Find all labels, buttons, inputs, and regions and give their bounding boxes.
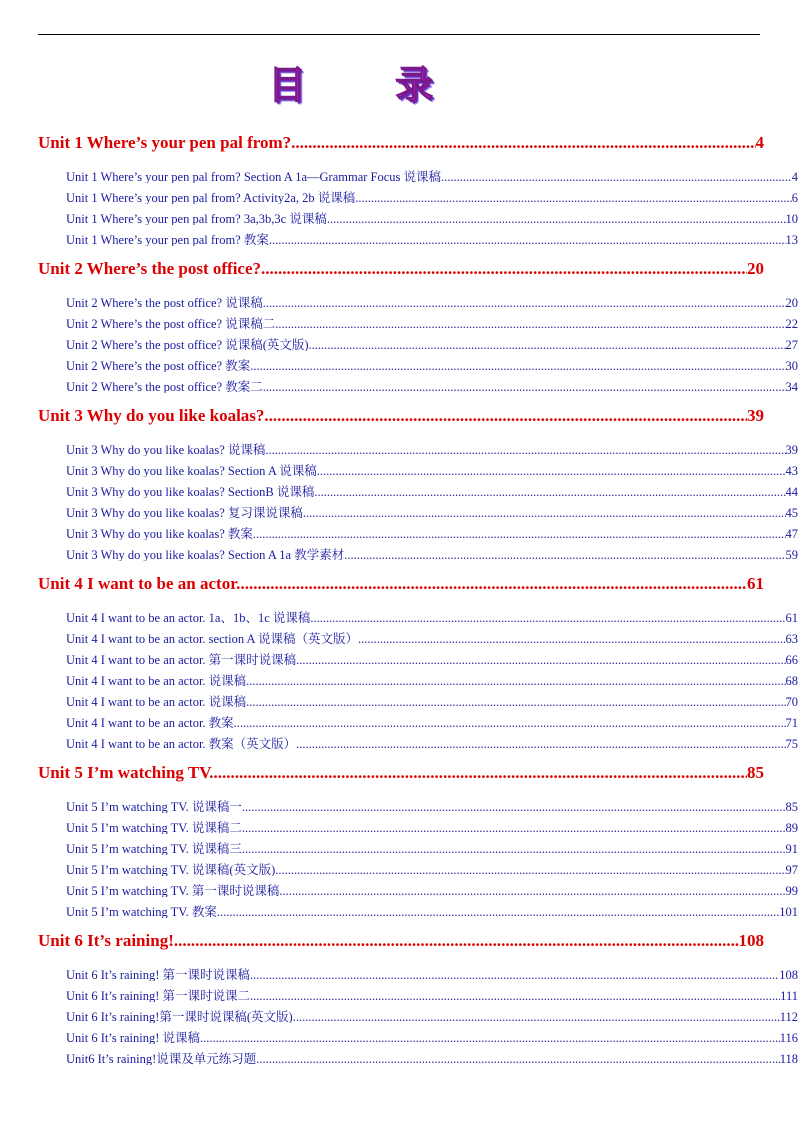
toc-entry-title: Unit 5 I’m watching TV. 说课稿二 [66,821,242,834]
dot-leader [310,611,785,624]
toc-entry-title: Unit 6 It’s raining! 第一课时说课二 [66,989,251,1002]
toc-entry-page: 118 [779,1052,798,1065]
toc-entry-title: Unit 3 Why do you like koalas? 教案 [66,527,253,540]
toc-entry[interactable] [66,839,798,855]
toc-entry-title: Unit 1 Where’s your pen pal from? Section A 1a—Grammar Focus 说课稿 [66,170,442,183]
toc-section[interactable] [38,259,764,281]
dot-leader [242,842,786,855]
toc-entry-page: 13 [785,233,798,246]
toc-entry[interactable] [66,881,798,897]
toc-entry[interactable] [66,503,798,519]
toc-entry-page: 4 [791,170,798,183]
toc-entry[interactable] [66,230,798,246]
toc-entry[interactable] [66,335,798,351]
toc-entry-title: Unit 3 Why do you like koalas? 说课稿 [66,443,266,456]
dot-leader [293,1010,780,1023]
dot-leader [275,317,785,330]
toc-entry-title: Unit 4 I want to be an actor. 1a、1b、1c 说课稿 [66,611,311,624]
toc-entry-title: Unit 2 Where’s the post office? 教案二 [66,380,263,393]
dot-leader [291,133,755,153]
toc-entry-page: 108 [779,968,798,981]
toc-entry[interactable] [66,1028,798,1044]
toc-entry-title: Unit 5 I’m watching TV. 说课稿三 [66,842,242,855]
toc-entry[interactable] [66,986,798,1002]
toc-entry-page: 66 [785,653,798,666]
toc-entry-page: 71 [785,716,798,729]
toc-entry-page: 39 [785,443,798,456]
dot-leader [296,653,785,666]
toc-entry-title: Unit 4 I want to be an actor. 说课稿 [66,674,247,687]
toc-entry-title: Unit 2 Where’s the post office? 教案 [66,359,251,372]
dot-leader [250,989,780,1002]
toc-entry[interactable] [66,440,798,456]
dot-leader [246,674,785,687]
toc-entry-page: 44 [785,485,798,498]
dot-leader [344,548,785,561]
toc-entry[interactable] [66,671,798,687]
toc-section-title: Unit 6 It’s raining! [38,931,174,950]
toc-entry-title: Unit 4 I want to be an actor. 说课稿 [66,695,247,708]
toc-section[interactable] [38,133,764,155]
toc-entry-title: Unit 3 Why do you like koalas? SectionB 说课稿 [66,485,315,498]
toc-entry[interactable] [66,1049,798,1065]
toc-entry-page: 68 [785,674,798,687]
toc-entry-title: Unit 6 It’s raining! 第一课时说课稿 [66,968,251,981]
toc-entry-title: Unit 2 Where’s the post office? 说课稿 [66,296,263,309]
toc-entry-title: Unit 5 I’m watching TV. 教案 [66,905,217,918]
toc-entry-title: Unit 3 Why do you like koalas? Section A 1a 教学素材 [66,548,345,561]
toc-entry-page: 89 [785,821,798,834]
toc-section-page: 108 [738,931,764,950]
top-rule [38,34,760,35]
toc-entry-page: 10 [785,212,798,225]
toc-entry[interactable] [66,608,798,624]
toc-entry-page: 34 [785,380,798,393]
toc-section-page: 85 [747,763,764,782]
toc-entry-page: 75 [785,737,798,750]
toc-section[interactable] [38,763,764,785]
toc-entry-title: Unit 6 It’s raining!第一课时说课稿(英文版) [66,1010,293,1023]
toc-entry-title: Unit 2 Where’s the post office? 说课稿(英文版) [66,338,309,351]
toc-entry[interactable] [66,461,798,477]
toc-entry-page: 63 [785,632,798,645]
toc-entry[interactable] [66,188,798,204]
dot-leader [303,506,786,519]
toc-entry-page: 27 [785,338,798,351]
toc-entry[interactable] [66,293,798,309]
toc-entry-title: Unit 2 Where’s the post office? 说课稿二 [66,317,276,330]
dot-leader [269,233,786,246]
toc-entry-title: Unit 4 I want to be an actor. section A 说课稿（英文版） [66,632,358,645]
dot-leader [264,406,747,426]
toc-entry-page: 101 [779,905,798,918]
toc-entry-title: Unit 5 I’m watching TV. 说课稿一 [66,800,242,813]
toc-entry-page: 43 [785,464,798,477]
dot-leader [234,716,786,729]
dot-leader [253,527,786,540]
dot-leader [263,380,786,393]
toc-entry[interactable] [66,734,798,750]
toc-entry-title: Unit 4 I want to be an actor. 教案（英文版） [66,737,297,750]
dot-leader [279,884,785,897]
toc-entry[interactable] [66,818,798,834]
dot-leader [256,1052,779,1065]
toc-entry[interactable] [66,629,798,645]
toc-entry[interactable] [66,965,798,981]
toc-entry-title: Unit 1 Where’s your pen pal from? 教案 [66,233,269,246]
dot-leader [242,800,786,813]
dot-leader [296,737,785,750]
toc-entry-page: 6 [791,191,798,204]
toc-entry-title: Unit 1 Where’s your pen pal from? 3a,3b,3c 说课稿 [66,212,327,225]
dot-leader [327,212,786,225]
toc-entry-page: 45 [785,506,798,519]
toc-entry-title: Unit 5 I’m watching TV. 第一课时说课稿 [66,884,280,897]
toc-entry-page: 20 [785,296,798,309]
toc-entry-page: 47 [785,527,798,540]
toc-entry-page: 22 [785,317,798,330]
toc-entry[interactable] [66,650,798,666]
toc-entry[interactable] [66,356,798,372]
dot-leader [358,632,786,645]
page-title: 目 录 [268,63,472,107]
dot-leader [265,443,785,456]
toc-entry-title: Unit 1 Where’s your pen pal from? Activity2a, 2b 说课稿 [66,191,356,204]
dot-leader [441,170,792,183]
dot-leader [261,259,747,279]
toc-entry[interactable] [66,314,798,330]
toc-section-title: Unit 3 Why do you like koalas? [38,406,265,425]
toc-section[interactable] [38,931,764,953]
dot-leader [263,296,786,309]
toc-section-title: Unit 2 Where’s the post office? [38,259,262,278]
toc-entry-page: 111 [780,989,798,1002]
toc-entry[interactable] [66,692,798,708]
toc-entry-page: 112 [779,1010,798,1023]
toc-entry[interactable] [66,545,798,561]
dot-leader [309,338,786,351]
dot-leader [314,485,785,498]
toc-entry[interactable] [66,902,798,918]
toc-entry-title: Unit 4 I want to be an actor. 第一课时说课稿 [66,653,297,666]
dot-leader [246,695,785,708]
toc-entry[interactable] [66,1007,798,1023]
toc-entry-title: Unit 3 Why do you like koalas? Section A 说课稿 [66,464,317,477]
dot-leader [240,574,747,594]
toc-section-title: Unit 1 Where’s your pen pal from? [38,133,292,152]
toc-section-page: 4 [755,133,764,152]
toc-entry[interactable] [66,860,798,876]
toc-entry[interactable] [66,167,798,183]
toc-section-page: 39 [747,406,764,425]
toc-entry-page: 99 [785,884,798,897]
dot-leader [317,464,786,477]
toc-entry-title: Unit 6 It’s raining! 说课稿 [66,1031,201,1044]
toc-entry[interactable] [66,713,798,729]
dot-leader [174,931,739,951]
toc-entry-page: 70 [785,695,798,708]
toc-entry-page: 59 [785,548,798,561]
toc-section-title: Unit 4 I want to be an actor. [38,574,241,593]
dot-leader [275,863,785,876]
dot-leader [200,1031,780,1044]
dot-leader [250,359,785,372]
toc-entry-title: Unit 4 I want to be an actor. 教案 [66,716,234,729]
toc-entry-page: 30 [785,359,798,372]
dot-leader [214,763,747,783]
toc-entry-page: 85 [785,800,798,813]
toc-entry[interactable] [66,209,798,225]
toc-entry-title: Unit 3 Why do you like koalas? 复习课说课稿 [66,506,303,519]
toc-section-page: 20 [747,259,764,278]
toc-section-title: Unit 5 I’m watching TV. [38,763,214,782]
toc-entry-title: Unit6 It’s raining!说课及单元练习题 [66,1052,257,1065]
toc-entry-page: 91 [785,842,798,855]
toc-entry-title: Unit 5 I’m watching TV. 说课稿(英文版) [66,863,276,876]
dot-leader [355,191,791,204]
toc-entry[interactable] [66,377,798,393]
toc-entry[interactable] [66,482,798,498]
toc-section[interactable] [38,406,764,428]
toc-entry-page: 61 [785,611,798,624]
dot-leader [250,968,779,981]
toc-entry[interactable] [66,797,798,813]
toc-section[interactable] [38,574,764,596]
toc-entry-page: 97 [785,863,798,876]
toc-section-page: 61 [747,574,764,593]
dot-leader [217,905,779,918]
toc-entry-page: 116 [779,1031,798,1044]
dot-leader [242,821,786,834]
toc-entry[interactable] [66,524,798,540]
